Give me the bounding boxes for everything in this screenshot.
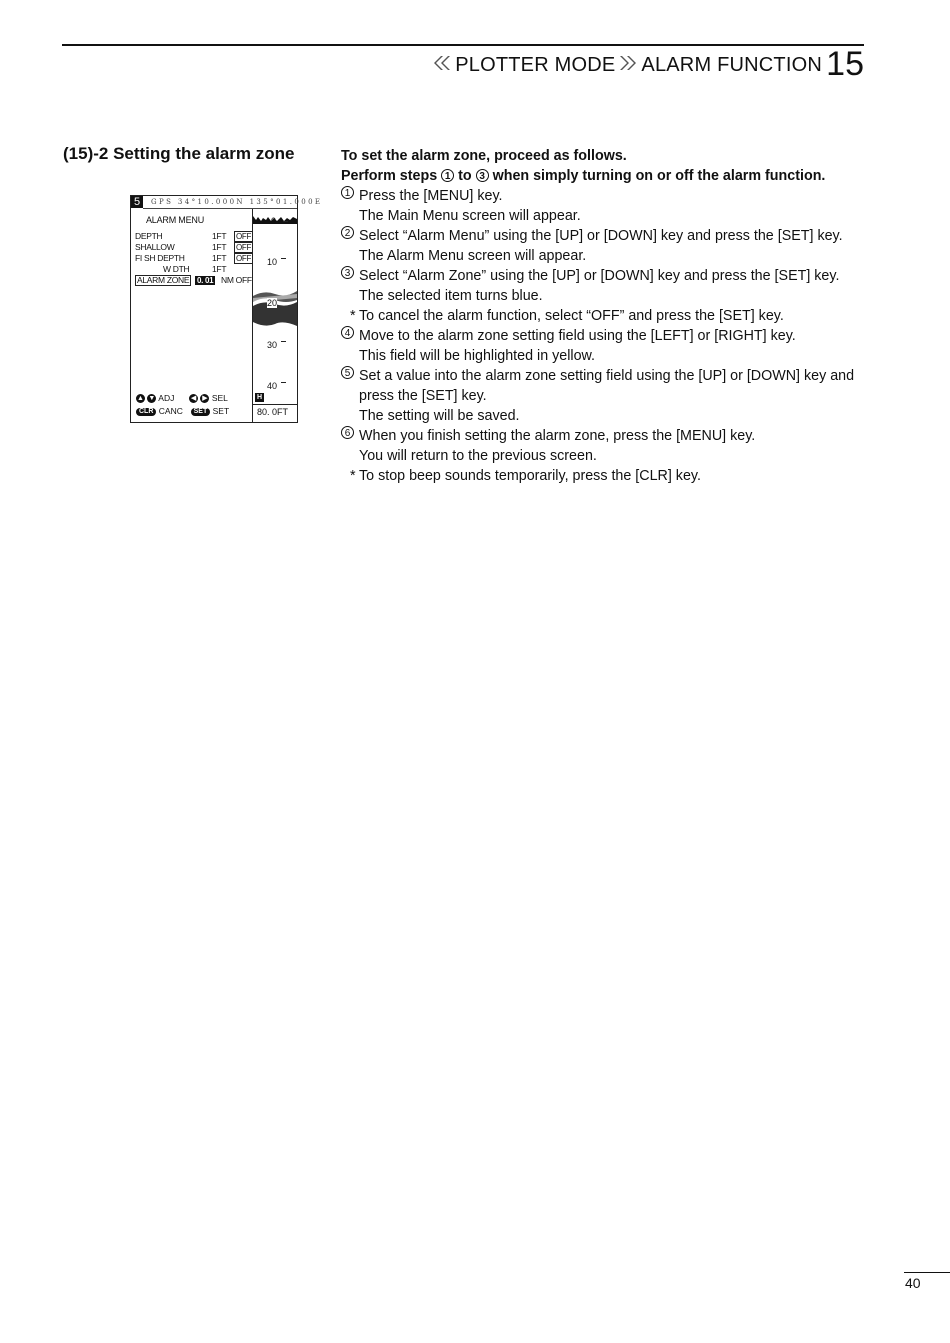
row-label: W DTH (163, 264, 190, 274)
set-key-icon: SET (191, 408, 211, 416)
row-toggle: OFF (236, 243, 252, 252)
right-arrow-icon: ▶ (202, 395, 208, 403)
step-3 (341, 266, 881, 286)
left-arrow-icon: ◀ (190, 395, 197, 403)
row-value: 1FT (212, 231, 227, 241)
intro-line-1: To set the alarm zone, proceed as follows. (341, 148, 627, 164)
intro-text: when simply turning on or off the alarm function. (492, 168, 826, 184)
depth-scale-0: 0 (271, 216, 277, 226)
adj-label: ADJ (158, 393, 175, 403)
step-2 (341, 226, 881, 246)
depth-scale-40: 40 (267, 381, 278, 391)
menu-row-shallow (135, 242, 253, 253)
row-label: FI SH DEPTH (135, 253, 185, 263)
step-text: Select “Alarm Zone” using the [UP] or [DOWN] key and press the [SET] key. (359, 268, 840, 284)
alarm-zone-label: ALARM ZONE (137, 275, 190, 285)
step-marker: 6 (341, 426, 354, 439)
canc-label: CANC (158, 406, 183, 416)
step-marker: 1 (441, 169, 454, 182)
echogram-graphic (253, 214, 297, 334)
step-detail: The selected item turns blue. (359, 288, 543, 304)
page-number: 40 (905, 1275, 921, 1291)
header-function: ALARM FUNCTION (641, 54, 822, 76)
instructions (341, 146, 881, 486)
scale-tick (281, 341, 286, 342)
menu-row-depth (135, 231, 253, 242)
note-cancel (341, 306, 881, 326)
note-marker: * (350, 468, 356, 484)
screen-number: 5 (131, 196, 143, 208)
page-number-rule (904, 1272, 950, 1273)
range-readout: 80. 0FT (257, 407, 289, 417)
row-label: DEPTH (135, 231, 163, 241)
step-marker: 3 (476, 169, 489, 182)
step-1 (341, 186, 881, 206)
step-detail: The setting will be saved. (359, 408, 520, 424)
up-arrow-icon: ▲ (137, 395, 144, 403)
chapter-number: 15 (826, 45, 864, 83)
step-detail: This field will be highlighted in yellow. (359, 348, 596, 364)
step-marker: 3 (341, 266, 354, 279)
depth-scale-30: 30 (267, 340, 278, 350)
step-marker: 4 (341, 326, 354, 339)
row-value: 1FT (212, 242, 227, 252)
sel-label: SEL (211, 393, 228, 403)
step-marker: 5 (341, 366, 354, 379)
row-value: 1FT (212, 264, 227, 274)
row-toggle: OFF (236, 254, 252, 263)
down-arrow-icon: ▼ (148, 395, 156, 403)
section-heading: (15)-2 Setting the alarm zone (63, 144, 295, 163)
note-beep (341, 466, 881, 486)
note-text: To cancel the alarm function, select “OFF” and press the [SET] key. (359, 308, 784, 324)
alarm-zone-unit: NM OFF (221, 275, 252, 285)
key-hint-row-1 (136, 392, 228, 404)
h-badge: H (256, 394, 263, 401)
scale-tick (281, 382, 286, 383)
intro-line-2 (341, 166, 881, 186)
gps-position: GPS 34°10.000N 135°01.000E (151, 198, 323, 206)
divider (253, 404, 297, 405)
row-value: 1FT (212, 253, 227, 263)
step-text: Set a value into the alarm zone setting field using the [UP] or [DOWN] key and press the [SET] key. (359, 368, 855, 404)
step-text: Press the [MENU] key. (359, 188, 503, 204)
step-text: Move to the alarm zone setting field using the [LEFT] or [RIGHT] key. (359, 328, 796, 344)
page-header (433, 54, 822, 88)
depth-scale-10: 10 (267, 257, 278, 267)
device-screen (130, 195, 323, 423)
menu-row-alarm-zone (135, 275, 253, 286)
set-label: SET (212, 406, 230, 416)
step-4 (341, 326, 881, 346)
note-marker: * (350, 308, 356, 324)
divider (143, 208, 297, 209)
step-detail: The Alarm Menu screen will appear. (359, 248, 587, 264)
scale-tick (283, 221, 288, 222)
alarm-zone-value: 0. 01 (197, 276, 214, 285)
clr-key-icon: CLR (136, 408, 156, 416)
step-6 (341, 426, 881, 446)
step-detail: You will return to the previous screen. (359, 448, 597, 464)
depth-scale-20: 20 (267, 298, 278, 308)
step-detail: The Main Menu screen will appear. (359, 208, 581, 224)
step-marker: 2 (341, 226, 354, 239)
step-text: When you finish setting the alarm zone, press the [MENU] key. (359, 428, 756, 444)
header-mode: PLOTTER MODE (455, 54, 616, 76)
double-chevron-right-icon (619, 55, 637, 71)
top-rule (62, 44, 864, 46)
intro-text: to (458, 168, 472, 184)
intro-text: Perform steps (341, 168, 438, 184)
menu-title: ALARM MENU (146, 215, 205, 225)
key-hint-row-2 (136, 405, 229, 417)
step-5 (341, 366, 881, 406)
double-chevron-left-icon (433, 55, 451, 71)
step-text: Select “Alarm Menu” using the [UP] or [DOWN] key and press the [SET] key. (359, 228, 843, 244)
row-toggle: OFF (236, 232, 252, 241)
menu-row-fish-depth (135, 253, 253, 264)
menu-row-width (135, 264, 253, 275)
note-text: To stop beep sounds temporarily, press the [CLR] key. (359, 468, 701, 484)
scale-tick (281, 258, 286, 259)
row-label: SHALLOW (135, 242, 175, 252)
step-marker: 1 (341, 186, 354, 199)
